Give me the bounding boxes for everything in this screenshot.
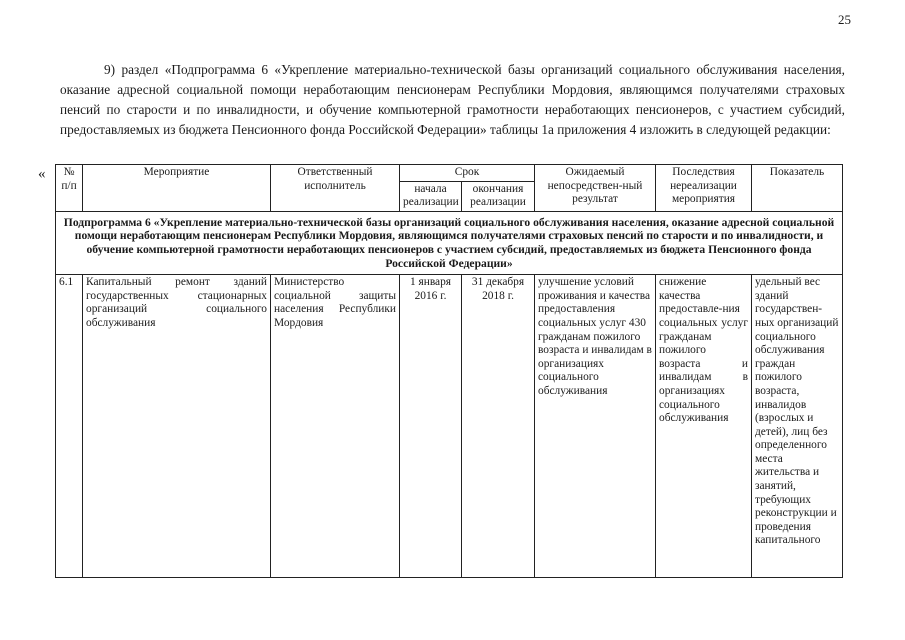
row-start: 1 января 2016 г. [400,275,462,578]
row-consequences: снижение качества предоставле-ния социальных услуг гражданам пожилого возраста и инвалидам в организациях социального обслуживания [656,275,752,578]
header-indicator: Показатель [752,165,843,212]
intro-text: 9) раздел «Подпрограмма 6 «Укрепление материально-технической базы организаций социального обслуживания населения, оказание адресной социальной помощи неработающим пенсионерам Республики Мордовия, являющимся получателями страховых пенсий по старости и по инвалидности, и обучение компьютерной грамотности неработающих пенсионеров, с участием субсидий, предоставляемых из бюджета Пенсионного фонда Российской Федерации» таблицы 1а приложения 4 изложить в следующей редакции: [60,62,845,137]
program-table [55,164,843,578]
row-event: Капитальный ремонт зданий государственных стационарных организаций социального обслуживания [83,275,271,578]
header-consequences: Последствия нереализации мероприятия [656,165,752,212]
header-row [56,165,843,182]
header-event: Мероприятие [83,165,271,212]
subprogram-title: Подпрограмма 6 «Укрепление материально-технической базы организаций социального обслуживания населения, оказание адресной социальной помощи неработающим пенсионерам Республики Мордовия, являющимся получателями страховых пенсий по старости и по инвалидности, и обучение компьютерной грамотности неработающих пенсионеров с участием субсидий, предоставляемых из бюджета Пенсионного фонда Российской Федерации» [56,211,843,274]
opening-quote: « [38,166,46,182]
row-num: 6.1 [56,275,83,578]
row-responsible: Министерство социальной защиты населения Республики Мордовия [271,275,400,578]
header-term-start: начала реализации [400,181,462,211]
row-expected: улучшение условий проживания и качества предоставления социальных услуг 430 гражданам пожилого возраста и инвалидам в организациях социального обслуживания [535,275,656,578]
row-indicator: удельный вес зданий государствен-ных организаций социального обслуживания граждан пожилого возраста, инвалидов (взрослых и детей), лиц без определенного места жительства и занятий, требующих реконструкции и проведения капитального [752,275,843,578]
header-num: № п/п [56,165,83,212]
row-end: 31 декабря 2018 г. [462,275,535,578]
header-term-end: окончания реализации [462,181,535,211]
header-responsible: Ответственный исполнитель [271,165,400,212]
table-row [56,275,843,578]
page-number: 25 [838,12,851,27]
header-term: Срок [400,165,535,182]
intro-paragraph [60,60,845,140]
header-expected: Ожидаемый непосредствен-ный результат [535,165,656,212]
subprogram-row [56,211,843,274]
